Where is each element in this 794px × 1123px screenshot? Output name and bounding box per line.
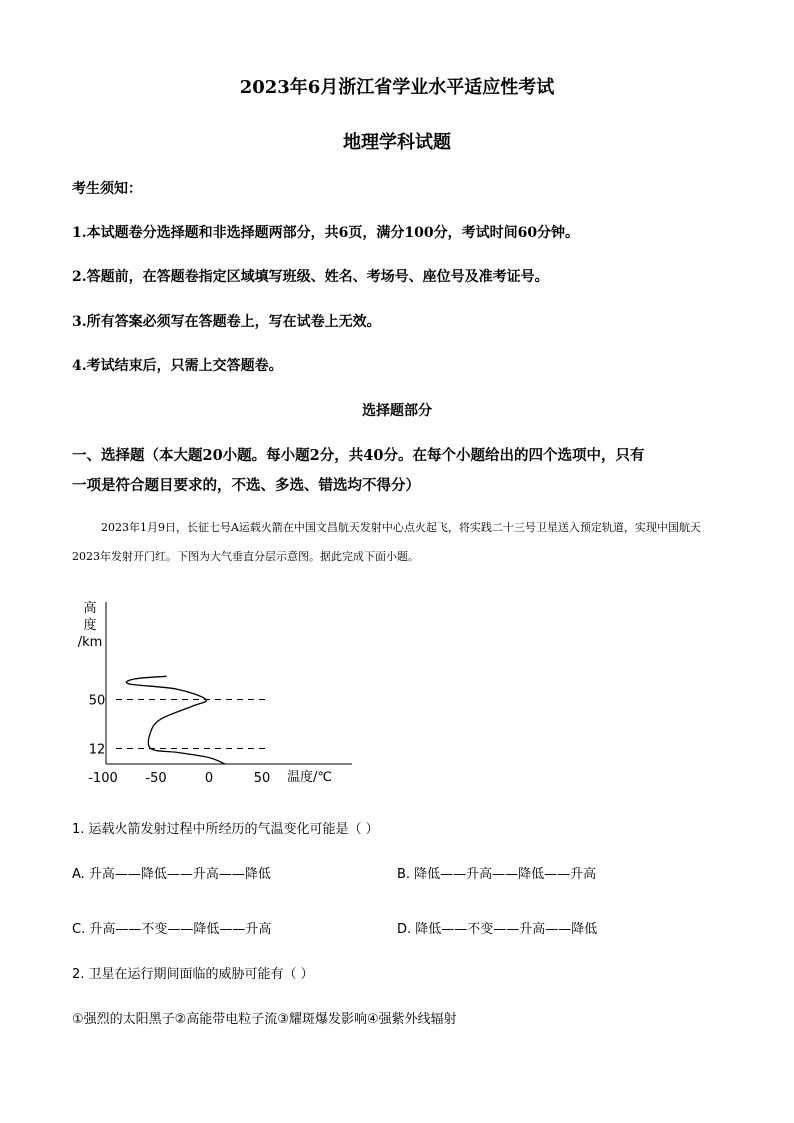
question-1-option-b: B. 降低——升高——降低——升高 xyxy=(397,867,597,882)
page-subtitle: 地理学科试题 xyxy=(343,132,451,153)
x-tick-label: -100 xyxy=(88,771,118,786)
part-instructions-line1: 一、选择题（本大题20小题。每小题2分，共40分。在每个小题给出的四个选项中，只有 xyxy=(72,447,645,464)
x-tick-label: -50 xyxy=(145,771,167,786)
y-axis-title-line: /km xyxy=(77,635,103,650)
y-tick-label: 12 xyxy=(88,742,106,758)
page-title: 2023年6月浙江省学业水平适应性考试 xyxy=(239,77,555,98)
reading-passage: 2023年1月9日，长征七号A运载火箭在中国文昌航天发射中心点火起飞，将实践二十三号卫星送入预定轨道，实现中国航天2023年发射开门红。下图为大气垂直分层示意图。据此完成下面小题。 xyxy=(72,521,701,563)
notice-item: 4.考试结束后，只需上交答题卷。 xyxy=(72,358,283,374)
question-1-option-c: C. 升高——不变——降低——升高 xyxy=(72,922,272,937)
part-instructions-line2: 一项是符合题目要求的，不选、多选、错选均不得分） xyxy=(72,477,420,494)
question-2-options: ①强烈的太阳黑子②高能带电粒子流③耀斑爆发影响④强紫外线辐射 xyxy=(72,1012,457,1027)
notice-item: 1.本试题卷分选择题和非选择题两部分，共6页，满分100分，考试时间60分钟。 xyxy=(72,225,580,241)
notice-heading: 考生须知： xyxy=(72,181,142,197)
question-1-option-a: A. 升高——降低——升高——降低 xyxy=(72,867,271,882)
x-axis-label: 温度/℃ xyxy=(287,770,332,785)
x-tick-label: 50 xyxy=(253,771,271,786)
temperature-curve xyxy=(126,676,225,764)
y-axis-title xyxy=(78,600,103,650)
question-1-option-d: D. 降低——不变——升高——降低 xyxy=(397,922,598,937)
y-axis-title-line: 高 xyxy=(83,601,97,616)
y-tick-label: 50 xyxy=(88,693,106,709)
notice-item: 2.答题前，在答题卷指定区域填写班级、姓名、考场号、座位号及准考证号。 xyxy=(72,269,549,285)
x-tick-label: 0 xyxy=(204,771,214,786)
notice-item: 3.所有答案必须写在答题卷上，写在试卷上无效。 xyxy=(72,314,381,330)
question-2-stem: 2. 卫星在运行期间面临的威胁可能有（ ） xyxy=(72,967,314,982)
y-axis-title-line: 度 xyxy=(83,618,97,633)
question-1-stem: 1. 运载火箭发射过程中所经历的气温变化可能是（ ） xyxy=(72,822,379,837)
section-title: 选择题部分 xyxy=(362,403,432,419)
atmosphere-layers-chart xyxy=(70,596,370,788)
